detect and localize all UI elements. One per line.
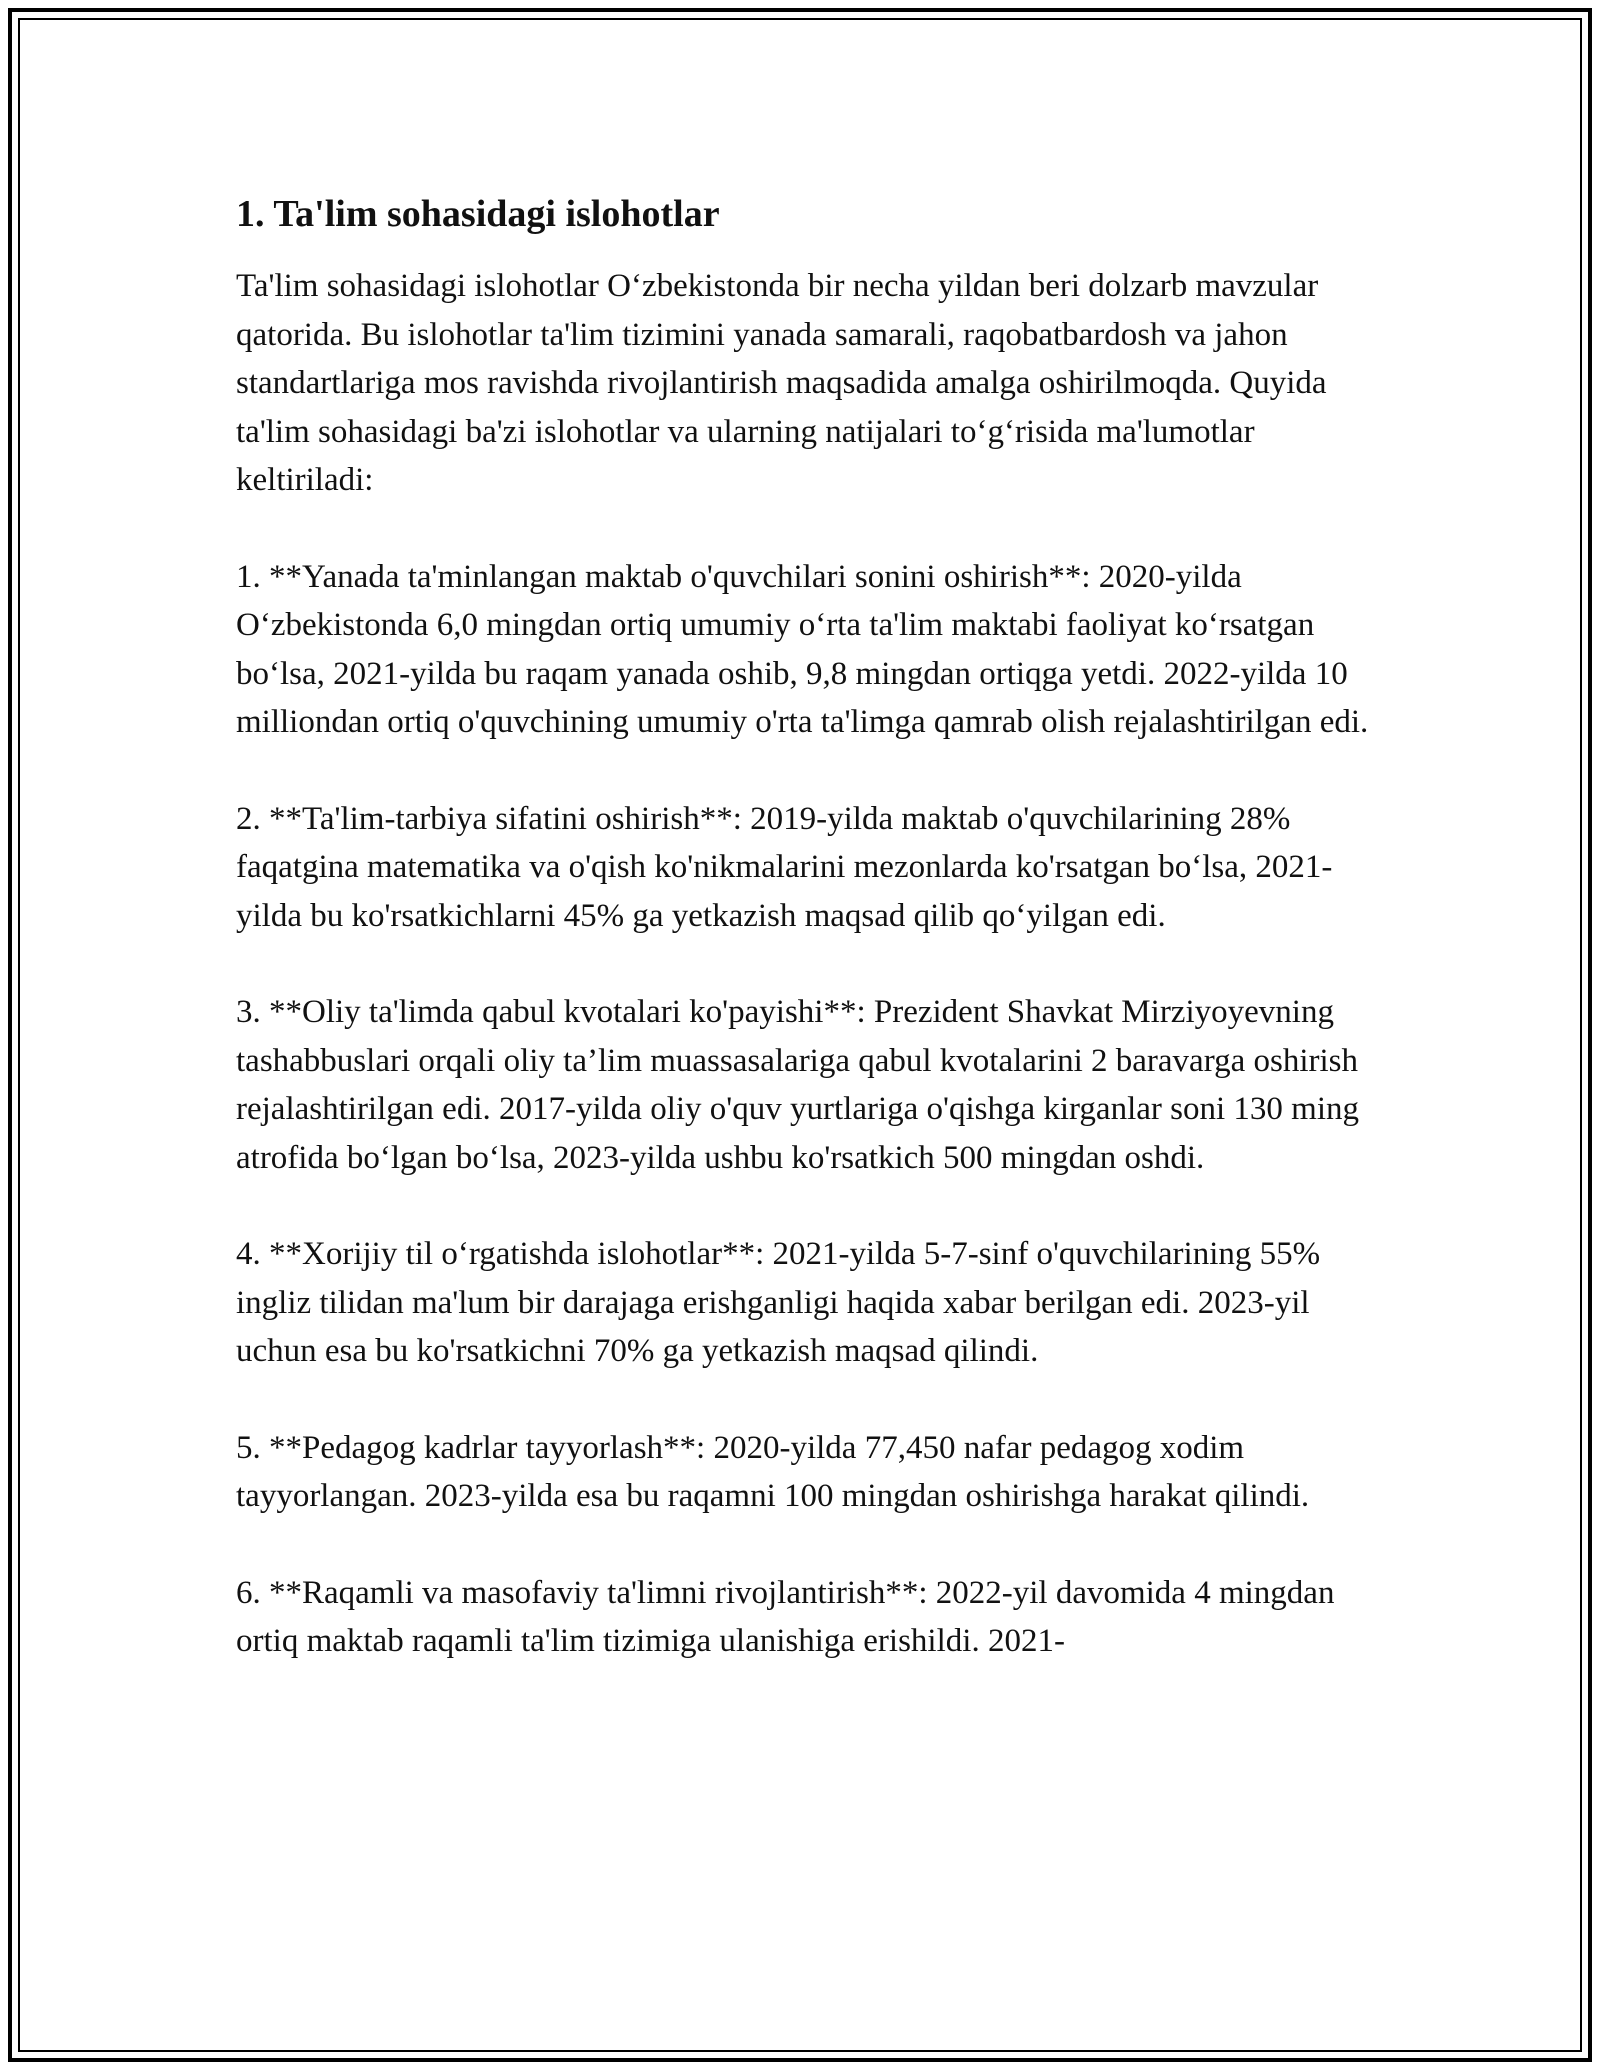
- intro-paragraph: Ta'lim sohasidagi islohotlar O‘zbekistonda bir necha yildan beri dolzarb mavzular qatorida. Bu islohotlar ta'lim tizimini yanada samarali, raqobatbardosh va jahon standartlariga mos ravishda rivojlantirish maqsadida amalga oshirilmoqda. Quyida ta'lim sohasidagi ba'zi islohotlar va ularning natijalari to‘g‘risida ma'lumotlar keltiriladi:: [236, 268, 1327, 498]
- reform-item-6: 6. **Raqamli va masofaviy ta'limni rivojlantirish**: 2022-yil davomida 4 mingdan ortiq maktab raqamli ta'lim tizimiga ulanishiga erishildi. 2021-: [236, 1574, 1335, 1659]
- section-heading: 1. Ta'lim sohasidagi islohotlar: [236, 193, 720, 235]
- reform-item-1: 1. **Yanada ta'minlangan maktab o'quvchilari sonini oshirish**: 2020-yilda O‘zbekistonda 6,0 mingdan ortiq umumiy o‘rta ta'lim maktabi faoliyat ko‘rsatgan bo‘lsa, 2021-yilda bu raqam yanada oshib, 9,8 mingdan ortiqga yetdi. 2022-yilda 10 milliondan ortiq o'quvchining umumiy o'rta ta'limga qamrab olish rejalashtirilgan edi.: [236, 558, 1369, 740]
- reform-item-4: 4. **Xorijiy til o‘rgatishda islohotlar**: 2021-yilda 5-7-sinf o'quvchilarining 55% ingliz tilidan ma'lum bir darajaga erishganligi haqida xabar berilgan edi. 2023-yil uchun esa bu ko'rsatkichni 70% ga yetkazish maqsad qilindi.: [236, 1236, 1321, 1369]
- reform-item-5: 5. **Pedagog kadrlar tayyorlash**: 2020-yilda 77,450 nafar pedagog xodim tayyorlangan. 2023-yilda esa bu raqamni 100 mingdan oshirishga harakat qilindi.: [236, 1429, 1310, 1514]
- reform-item-3: 3. **Oliy ta'limda qabul kvotalari ko'payishi**: Prezident Shavkat Mirziyoyevning tashabbuslari orqali oliy ta’lim muassasalariga qabul kvotalarini 2 baravarga oshirish rejalashtirilgan edi. 2017-yilda oliy o'quv yurtlariga o'qishga kirganlar soni 130 ming atrofida bo‘lgan bo‘lsa, 2023-yilda ushbu ko'rsatkich 500 mingdan oshdi.: [236, 994, 1359, 1176]
- document-body: [236, 190, 1376, 1714]
- reform-item-2: 2. **Ta'lim-tarbiya sifatini oshirish**: 2019-yilda maktab o'quvchilarining 28% faqatgina matematika va o'qish ko'nikmalarini mezonlarda ko'rsatgan bo‘lsa, 2021-yilda bu ko'rsatkichlarni 45% ga yetkazish maqsad qilib qo‘yilgan edi.: [236, 800, 1333, 934]
